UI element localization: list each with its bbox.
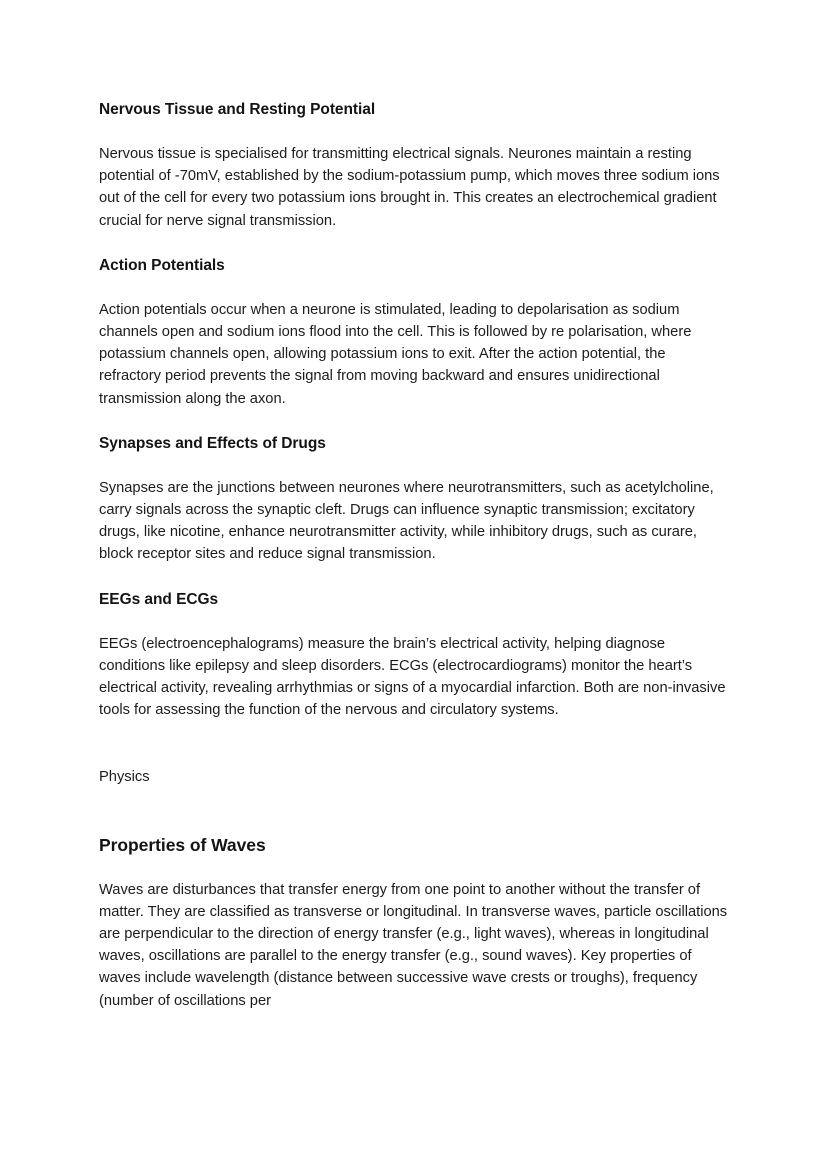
paragraph-nervous-tissue: Nervous tissue is specialised for transmitting electrical signals. Neurones maintain a resting potential of -70mV, established by the sodium-potassium pump, which moves three sodium ions out of the cell for every two potassium ions brought in. This creates an electrochemical gradient crucial for nerve signal transmission. — [99, 146, 720, 229]
spacer — [99, 856, 729, 879]
paragraph-action-potentials: Action potentials occur when a neurone is stimulated, leading to depolarisation as sodium channels open and sodium ions flood into the cell. This is followed by re polarisation, where potassium channels open, allowing potassium ions to exit. After the action potential, the refractory period prevents the signal from moving backward and ensures unidirectional transmission along the axon. — [99, 301, 692, 407]
paragraph-synapses-and-drugs: Synapses are the junctions between neurones where neurotransmitters, such as acetylcholine, carry signals across the synaptic cleft. Drugs can influence synaptic transmission; excitatory drugs, like nicotine, enhance neurotransmitter activity, while inhibitory drugs, such as curare, block receptor sites and reduce signal transmission. — [99, 479, 714, 563]
spacer — [99, 276, 729, 299]
spacer — [99, 789, 729, 834]
spacer — [99, 410, 729, 434]
paragraph-eegs-and-ecgs: EEGs (electroencephalograms) measure the brain’s electrical activity, helping diagnose conditions like epilepsy and sleep disorders. ECGs (electrocardiograms) monitor the heart’s electrical activity, revealing arrhythmias or signs of a myocardial infarction. Both are non-invasive tools for assessing the function of the nervous and circulatory systems. — [99, 635, 726, 719]
spacer — [99, 566, 729, 590]
spacer — [99, 232, 729, 256]
document-body — [99, 100, 729, 1012]
heading-eegs-and-ecgs: EEGs and ECGs — [99, 590, 219, 608]
paragraph-properties-of-waves: Waves are disturbances that transfer energy from one point to another without the transfer of matter. They are classified as transverse or longitudinal. In transverse waves, particle oscillations are perpendicular to the direction of energy transfer (e.g., light waves), whereas in longitudinal waves, oscillations are parallel to the energy transfer (e.g., sound waves). Key properties of waves include wavelength (distance between successive wave crests or troughs), frequency (number of oscillations per — [99, 881, 728, 1009]
spacer — [99, 120, 729, 143]
spacer — [99, 721, 729, 766]
heading-nervous-tissue: Nervous Tissue and Resting Potential — [99, 101, 376, 118]
heading-synapses-and-drugs: Synapses and Effects of Drugs — [99, 434, 326, 452]
subject-label-physics: Physics — [99, 769, 150, 786]
heading-properties-of-waves: Properties of Waves — [99, 834, 266, 855]
heading-action-potentials: Action Potentials — [99, 256, 225, 274]
spacer — [99, 454, 729, 477]
spacer — [99, 610, 729, 633]
